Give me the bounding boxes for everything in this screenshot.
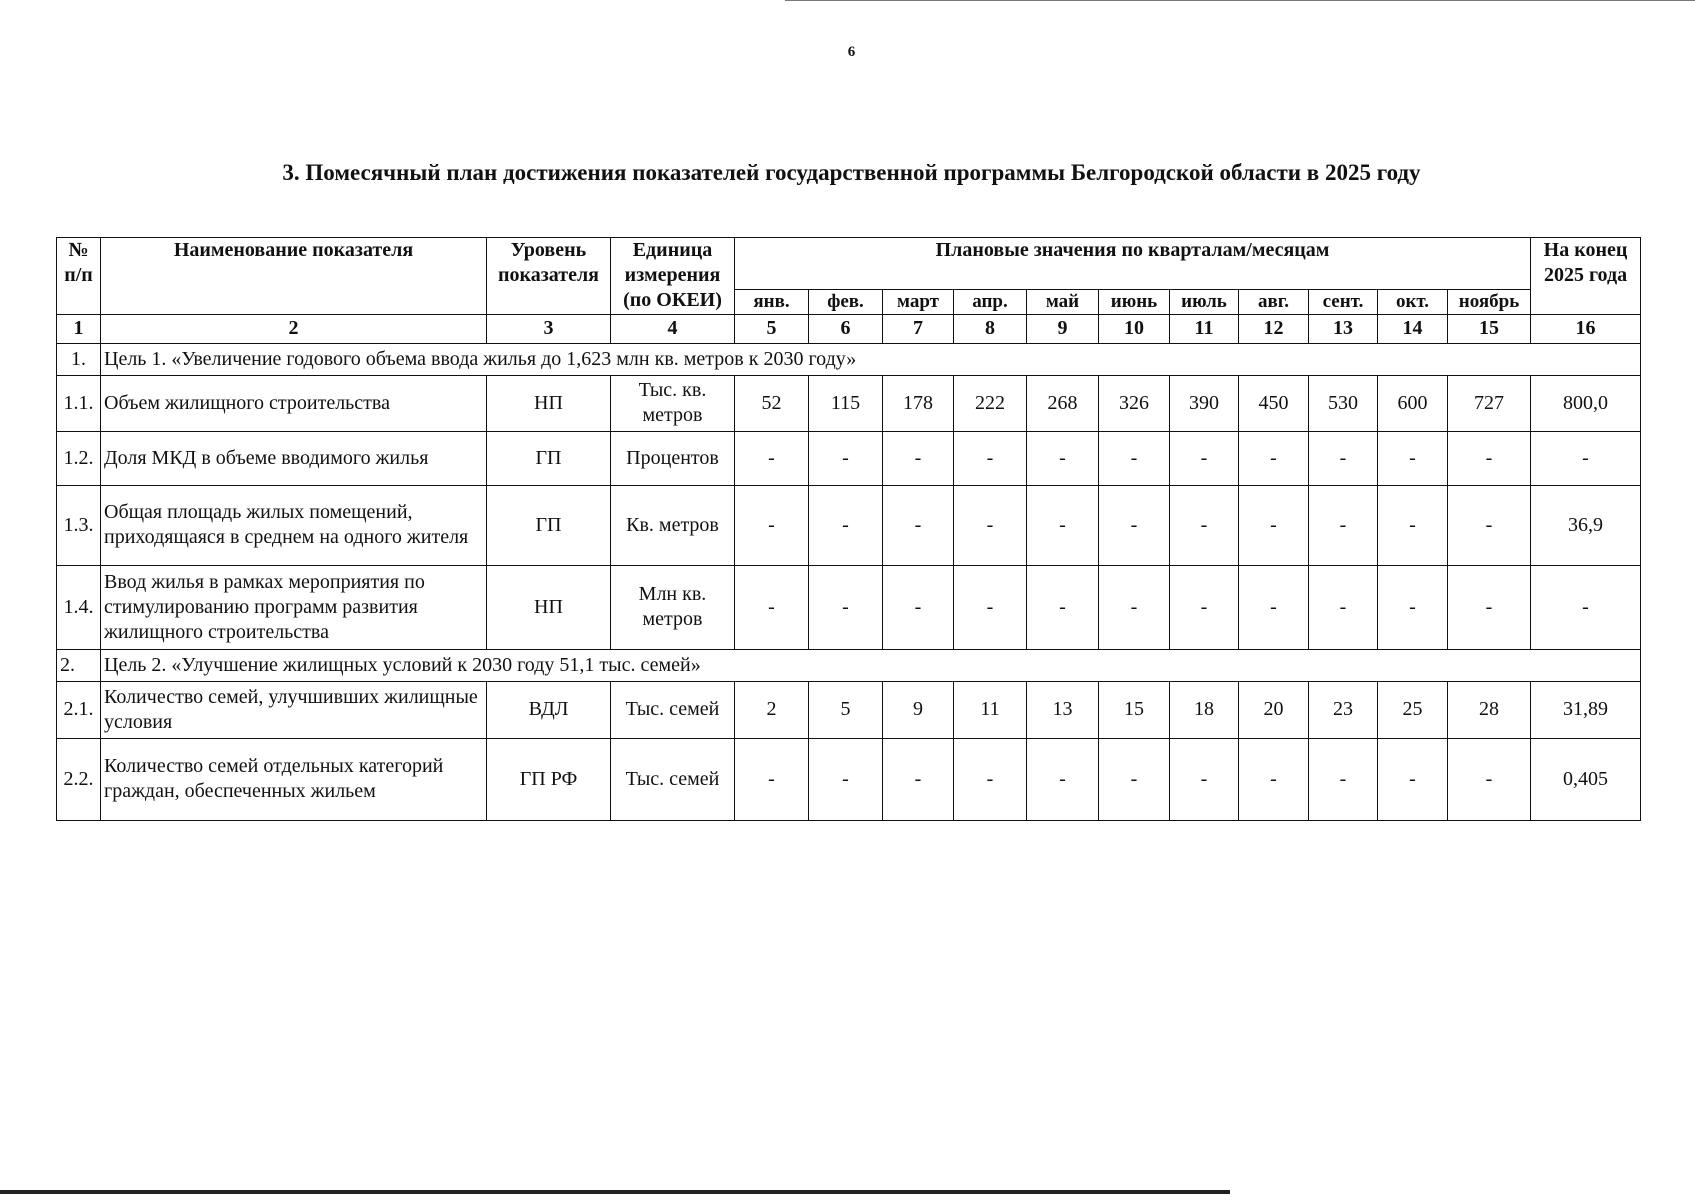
end-of-year-value: - [1531, 431, 1641, 485]
monthly-value: - [1239, 485, 1309, 565]
header-month: фев. [809, 290, 883, 315]
indicator-number: 1.4. [57, 565, 101, 649]
monthly-value: 18 [1170, 681, 1239, 738]
indicator-name: Ввод жилья в рамках мероприятия по стимулированию программ развития жилищного строительства [101, 565, 487, 649]
monthly-value: - [1099, 431, 1170, 485]
monthly-value: - [1239, 565, 1309, 649]
header-month: июль [1170, 290, 1239, 315]
header-month: янв. [735, 290, 809, 315]
monthly-value: 11 [954, 681, 1027, 738]
goal-row [57, 649, 1641, 681]
indicator-unit: Тыс. семей [611, 681, 735, 738]
goal-text: Цель 2. «Улучшение жилищных условий к 2030 году 51,1 тыс. семей» [101, 649, 1641, 681]
monthly-value: - [954, 485, 1027, 565]
header-unit: Единица измерения (по ОКЕИ) [611, 238, 735, 315]
indicator-number: 1.2. [57, 431, 101, 485]
column-number: 6 [809, 314, 883, 343]
monthly-value: 28 [1448, 681, 1531, 738]
header-month: ноябрь [1448, 290, 1531, 315]
monthly-value: - [1239, 431, 1309, 485]
page-number: 6 [847, 44, 856, 60]
monthly-value: - [1170, 738, 1239, 820]
indicator-number: 1.1. [57, 375, 101, 431]
monthly-value: - [1309, 485, 1378, 565]
end-of-year-value: 36,9 [1531, 485, 1641, 565]
end-of-year-value: 800,0 [1531, 375, 1641, 431]
monthly-value: - [735, 738, 809, 820]
monthly-value: 20 [1239, 681, 1309, 738]
indicator-name: Общая площадь жилых помещений, приходящаяся в среднем на одного жителя [101, 485, 487, 565]
indicator-number: 2.1. [57, 681, 101, 738]
monthly-value: - [1099, 738, 1170, 820]
monthly-value: 222 [954, 375, 1027, 431]
monthly-value: - [1378, 431, 1448, 485]
monthly-plan-table [56, 237, 1641, 821]
monthly-value: 5 [809, 681, 883, 738]
indicator-row [57, 565, 1641, 649]
monthly-value: - [1378, 738, 1448, 820]
column-number: 7 [883, 314, 954, 343]
column-number: 16 [1531, 314, 1641, 343]
header-month: апр. [954, 290, 1027, 315]
header-month: окт. [1378, 290, 1448, 315]
monthly-value: 268 [1027, 375, 1099, 431]
indicator-name: Объем жилищного строительства [101, 375, 487, 431]
monthly-value: - [1448, 565, 1531, 649]
indicator-row [57, 375, 1641, 431]
header-name: Наименование показателя [101, 238, 487, 315]
indicator-level: ВДЛ [487, 681, 611, 738]
monthly-value: 2 [735, 681, 809, 738]
table-body [57, 238, 1641, 821]
monthly-value: - [1027, 565, 1099, 649]
monthly-value: 13 [1027, 681, 1099, 738]
column-number: 13 [1309, 314, 1378, 343]
header-month: сент. [1309, 290, 1378, 315]
header-month: март [883, 290, 954, 315]
indicator-level: НП [487, 565, 611, 649]
end-of-year-value: 31,89 [1531, 681, 1641, 738]
scan-edge-bottom [0, 1190, 1230, 1194]
goal-number: 1. [57, 343, 101, 375]
monthly-value: - [1027, 431, 1099, 485]
monthly-value: - [735, 565, 809, 649]
monthly-value: - [1309, 738, 1378, 820]
header-planned-values: Плановые значения по кварталам/месяцам [735, 238, 1531, 290]
monthly-value: 9 [883, 681, 954, 738]
monthly-value: - [1309, 565, 1378, 649]
monthly-value: - [1027, 485, 1099, 565]
monthly-value: 25 [1378, 681, 1448, 738]
column-number: 5 [735, 314, 809, 343]
header-end-of-year: На конец 2025 года [1531, 238, 1641, 315]
monthly-value: - [1027, 738, 1099, 820]
column-number: 15 [1448, 314, 1531, 343]
monthly-value: 450 [1239, 375, 1309, 431]
monthly-value: - [809, 485, 883, 565]
monthly-value: - [735, 431, 809, 485]
monthly-value: - [1309, 431, 1378, 485]
monthly-value: 52 [735, 375, 809, 431]
indicator-level: ГП [487, 485, 611, 565]
header-level: Уровень показателя [487, 238, 611, 315]
indicator-row [57, 485, 1641, 565]
end-of-year-value: 0,405 [1531, 738, 1641, 820]
monthly-value: 15 [1099, 681, 1170, 738]
monthly-value: - [1170, 485, 1239, 565]
indicator-name: Количество семей, улучшивших жилищные условия [101, 681, 487, 738]
monthly-value: - [1170, 565, 1239, 649]
header-month: май [1027, 290, 1099, 315]
header-num: № п/п [57, 238, 101, 315]
indicator-level: НП [487, 375, 611, 431]
monthly-value: - [1378, 565, 1448, 649]
column-number: 1 [57, 314, 101, 343]
monthly-value: 390 [1170, 375, 1239, 431]
column-number: 3 [487, 314, 611, 343]
indicator-number: 1.3. [57, 485, 101, 565]
monthly-value: - [883, 431, 954, 485]
column-number: 11 [1170, 314, 1239, 343]
indicator-unit: Кв. метров [611, 485, 735, 565]
indicator-level: ГП [487, 431, 611, 485]
header-month: июнь [1099, 290, 1170, 315]
indicator-unit: Процентов [611, 431, 735, 485]
monthly-value: - [1378, 485, 1448, 565]
monthly-value: - [1448, 485, 1531, 565]
indicator-number: 2.2. [57, 738, 101, 820]
indicator-name: Доля МКД в объеме вводимого жилья [101, 431, 487, 485]
monthly-value: - [1239, 738, 1309, 820]
indicator-row [57, 738, 1641, 820]
monthly-value: - [1099, 485, 1170, 565]
end-of-year-value: - [1531, 565, 1641, 649]
monthly-value: - [1448, 431, 1531, 485]
monthly-value: - [954, 431, 1027, 485]
document-title: 3. Помесячный план достижения показателей государственной программы Белгородской области в 2025 году [282, 160, 1421, 185]
column-number: 12 [1239, 314, 1309, 343]
goal-text: Цель 1. «Увеличение годового объема ввода жилья до 1,623 млн кв. метров к 2030 году» [101, 343, 1641, 375]
monthly-value: - [1170, 431, 1239, 485]
column-number: 4 [611, 314, 735, 343]
monthly-value: - [735, 485, 809, 565]
monthly-value: - [954, 565, 1027, 649]
monthly-value: 115 [809, 375, 883, 431]
monthly-value: - [954, 738, 1027, 820]
monthly-value: - [809, 431, 883, 485]
header-month: авг. [1239, 290, 1309, 315]
monthly-value: - [883, 738, 954, 820]
monthly-value: - [883, 485, 954, 565]
column-number: 10 [1099, 314, 1170, 343]
monthly-value: 23 [1309, 681, 1378, 738]
monthly-value: 326 [1099, 375, 1170, 431]
indicator-level: ГП РФ [487, 738, 611, 820]
goal-row [57, 343, 1641, 375]
indicator-name: Количество семей отдельных категорий граждан, обеспеченных жильем [101, 738, 487, 820]
indicator-row [57, 431, 1641, 485]
monthly-value: - [883, 565, 954, 649]
indicator-unit: Млн кв. метров [611, 565, 735, 649]
goal-number: 2. [57, 649, 101, 681]
monthly-value: 727 [1448, 375, 1531, 431]
monthly-value: - [809, 738, 883, 820]
monthly-value: 178 [883, 375, 954, 431]
monthly-value: 600 [1378, 375, 1448, 431]
column-number: 2 [101, 314, 487, 343]
monthly-value: - [809, 565, 883, 649]
indicator-unit: Тыс. семей [611, 738, 735, 820]
column-number: 8 [954, 314, 1027, 343]
indicator-row [57, 681, 1641, 738]
scan-edge-top [785, 0, 1695, 1]
monthly-value: - [1448, 738, 1531, 820]
column-number: 9 [1027, 314, 1099, 343]
monthly-value: - [1099, 565, 1170, 649]
monthly-value: 530 [1309, 375, 1378, 431]
indicator-unit: Тыс. кв. метров [611, 375, 735, 431]
column-number: 14 [1378, 314, 1448, 343]
